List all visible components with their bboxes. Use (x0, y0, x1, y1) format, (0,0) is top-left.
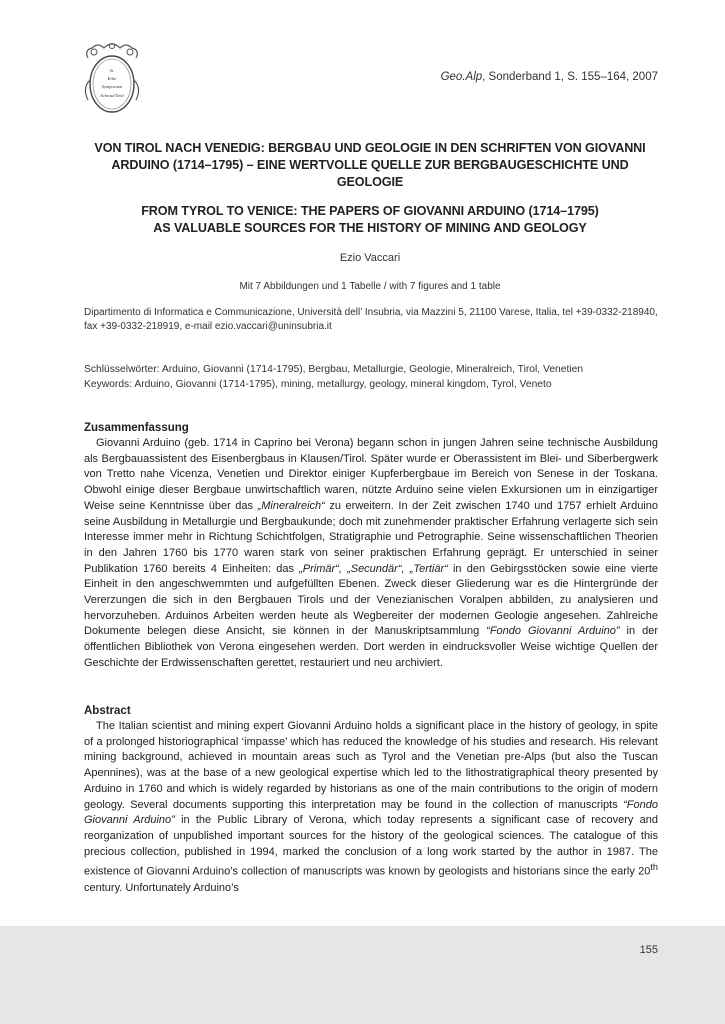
journal-citation (441, 71, 658, 83)
abs-text-3: century. Unfortunately Arduino’s (84, 881, 239, 894)
abs-text-1: The Italian scientist and mining expert Giovanni Arduino holds a significant place in the history of geology, in spite of a prolonged historiographical ‘impasse’ which has reduced the knowledge of his studies and research. His relevant mining background, achieved in mountain areas such as Tyrol and the Venetian pre-Alps (but also the Tuscan Apennines), was at the base of a new geological expertise which led to the lithostratigraphical theory presented by Arduino in 1760 and which is widely regarded by historians as one of the main contributions to the origin of modern geology. Several documents supporting this interpretation may be found in the collection of manuscripts (84, 720, 658, 811)
svg-text:St.: St. (109, 68, 115, 73)
abs-sup: th (650, 862, 658, 873)
zusammenfassung-text (84, 436, 658, 672)
zus-em-1: „Mineralreich“ (257, 499, 325, 512)
zus-text-4: in der öffentlichen Bibliothek von Verona eingesehen werden. Dort werden in eindrucksvoller Weise wichtige Quellen der Geschichte der Erdwissenschaften gerettet, restauriert und neu archiviert. (84, 625, 658, 669)
affiliation-line1: Dipartimento di Informatica e Communicazione, Università dell’ Insubria, via Mazzini 5, 21100 Varese, Italia, tel +39-0332-218940, (84, 307, 658, 318)
symposium-logo (80, 40, 144, 118)
zusammenfassung-section (84, 420, 658, 672)
keywords (84, 362, 660, 392)
title-german (82, 140, 658, 191)
title-en-line1: FROM TYROL TO VENICE: THE PAPERS OF GIOVANNI ARDUINO (1714–1795) (141, 204, 599, 218)
figures-note: Mit 7 Abbildungen und 1 Tabelle / with 7 figures and 1 table (239, 281, 501, 292)
zus-text-2: zu erweitern. In der Zeit zwischen 1740 und 1757 erhielt Arduino seine Ausbildung in Metallurgie und Bergbaukunde; doch mit zunehmender praktischer Erfahrung verlagerte sich sein Interesse immer mehr in Richtung Schichtfolgen, Stratigraphie und Petrographie. Seine wissenschaftlichen Theorien in den Jahren 1760 bis 1770 waren stark von seiner praktischen Erfahrung geprägt. Er unterschied in seiner Publikation 1760 bereits 4 Einheiten: das (84, 499, 658, 575)
affiliation-line2: fax +39-0332-218919, e-mail ezio.vaccari@uninsubria.it (84, 321, 332, 332)
zus-em-2: „Primär“, „Secundär“, „Tertiär“ (299, 562, 448, 575)
keywords-english: Keywords: Arduino, Giovanni (1714-1795), mining, metallurgy, geology, mineral kingdom, Tyrol, Veneto (84, 379, 552, 390)
author: Ezio Vaccari (339, 252, 401, 264)
svg-text:Erbe: Erbe (107, 76, 117, 81)
svg-text:Schwaz/Tirol: Schwaz/Tirol (100, 93, 124, 98)
journal-name: Geo.Alp (440, 71, 483, 83)
title-block (82, 140, 658, 292)
zusammenfassung-heading: Zusammenfassung (84, 422, 189, 434)
abstract-section (84, 703, 658, 896)
affiliation (84, 306, 660, 334)
journal-details: , Sonderband 1, S. 155–164, 2007 (482, 71, 658, 83)
zus-em-3: “Fondo Giovanni Arduino” (486, 625, 620, 638)
svg-text:Symposium: Symposium (101, 84, 123, 89)
zus-text-1: Giovanni Arduino (geb. 1714 in Caprino bei Verona) begann schon in jungen Jahren seine technische Ausbildung als Bergbauassistent des Eisenbergbaus in Klausen/Tirol. Später wurde er Oberassistent im Blei- und Siberbergwerk von Tretto nahe Vicenza, Venetien und Direktor einiger Kupferbergbaue im Bereich von Senese in der Toskana. Obwohl einige dieser Bergbaue unwirtschaftlich waren, nützte Arduino seine vielen Exkursionen um in einzigartiger Weise seine Kenntnisse über das (84, 437, 658, 512)
abstract-heading: Abstract (84, 705, 131, 717)
page-number: 155 (639, 944, 658, 956)
abs-text-2: in the Public Library of Verona, which today represents a significant case of recovery and reorganization of unpublished important sources for the history of the geological sciences. The catalogue of this precious collection, published in 1994, marked the conclusion of a long work started by the author in 1987. The existence of Giovanni Arduino’s collection of manuscripts was known by geologists and historians since the early 20 (84, 814, 658, 878)
title-de-line2: ARDUINO (1714–1795) – EINE WERTVOLLE QUELLE ZUR BERGBAUGESCHICHTE UND GEOLOGIE (111, 158, 629, 189)
abstract-text (84, 719, 658, 896)
zus-text-3: in den Gebirgsstöcken sowie eine vierte Einheit in den angeschwemmten und aufgefüllten Ebenen. Zweck dieser Gliederung war es die Hintergründe der Vererzungen die sich in den Bergbauen Tirols und der Venezianischen Voralpen abbilden, zu analysieren und hervorzuheben. Arduinos Arbeiten werden heute als Wegbereiter der modernen Geologie angesehen. Zahlreiche Dokumente belegen diese Ansicht, sie können in der Manuskriptsammlung (84, 562, 659, 638)
title-de-line1: VON TIROL NACH VENEDIG: BERGBAU UND GEOLOGIE IN DEN SCHRIFTEN VON GIOVANNI (94, 141, 646, 155)
abs-em-1: “Fondo Giovanni Arduino” (84, 798, 658, 827)
footer-bar (0, 926, 725, 1024)
keywords-german: Schlüsselwörter: Arduino, Giovanni (1714-1795), Bergbau, Metallurgie, Geologie, Mineralreich, Tirol, Venetien (84, 364, 584, 375)
title-english (82, 203, 658, 237)
title-en-line2: AS VALUABLE SOURCES FOR THE HISTORY OF MINING AND GEOLOGY (153, 221, 587, 235)
